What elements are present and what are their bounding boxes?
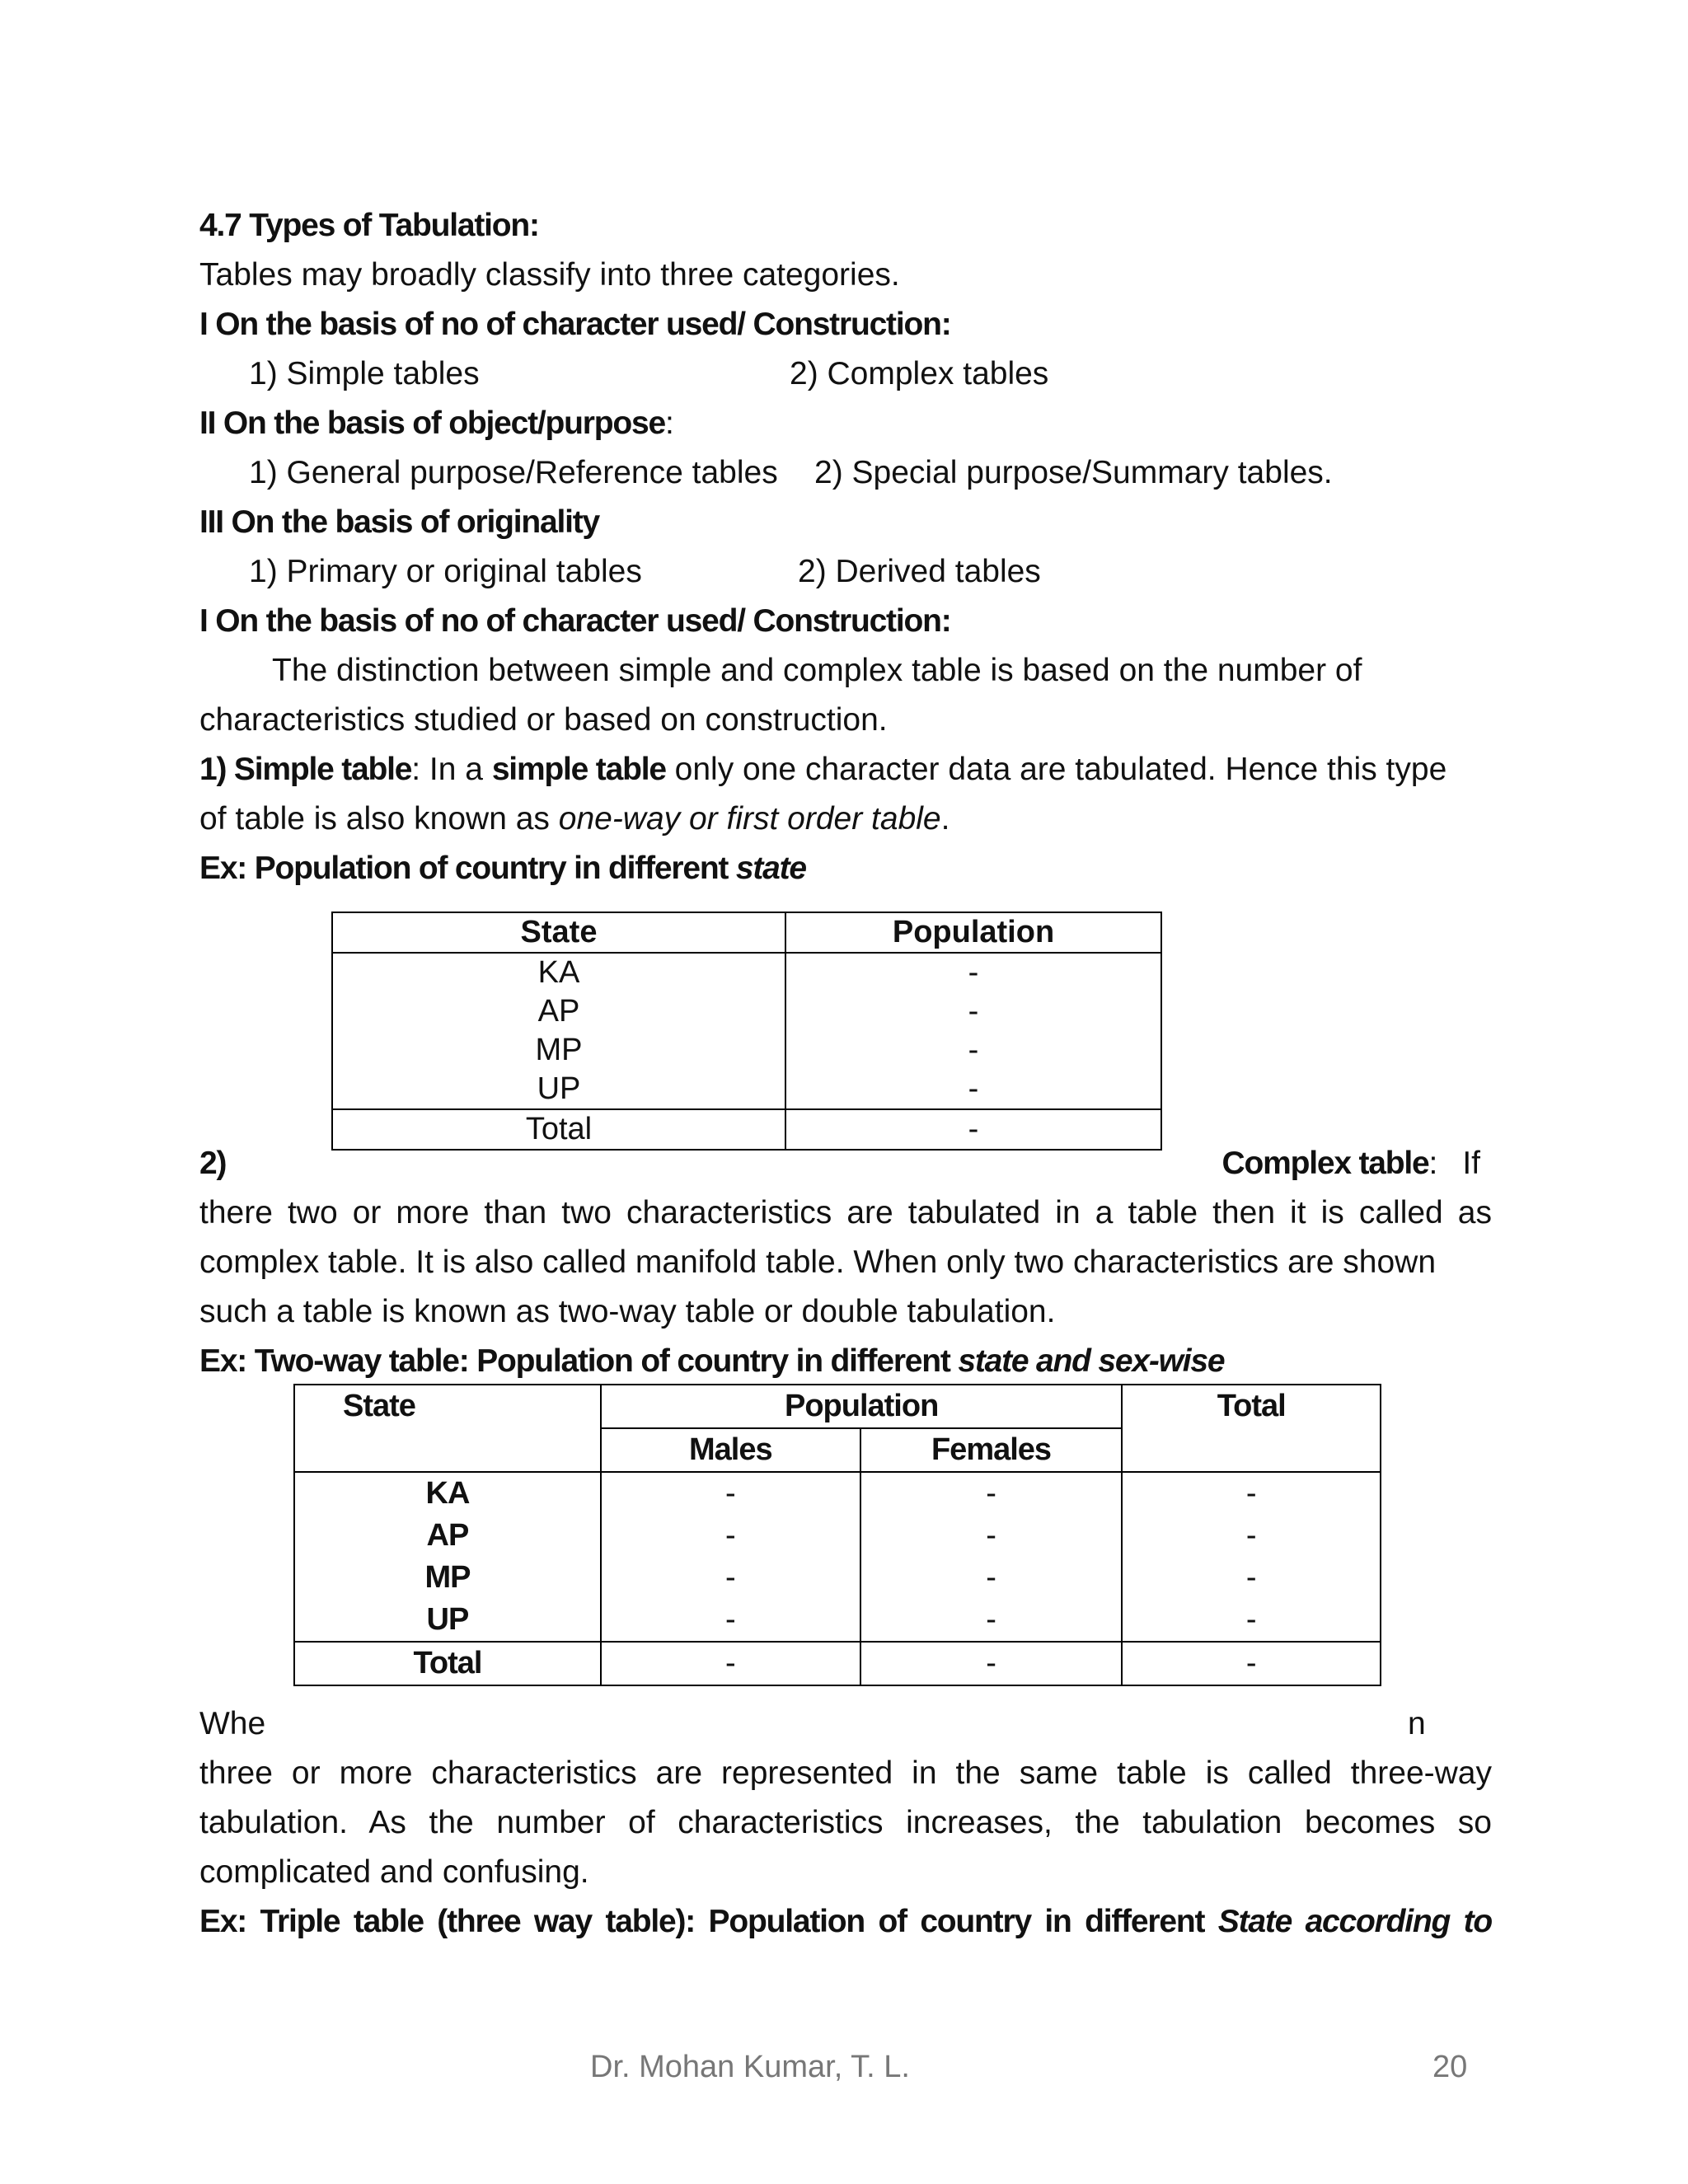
three-way-text-line-4: complicated and confusing. bbox=[199, 1854, 589, 1890]
table-cell: - bbox=[1122, 1599, 1381, 1642]
simple-table-definition-line-1: 1) Simple table: In a simple table only one character data are tabulated. Hence this type bbox=[199, 752, 1447, 787]
table-cell: Total bbox=[332, 1109, 785, 1150]
table-total-row bbox=[332, 1109, 1161, 1150]
table-header-population: Population bbox=[785, 912, 1161, 953]
table-row bbox=[294, 1472, 1381, 1515]
table-cell: - bbox=[860, 1557, 1123, 1599]
simple-population-table bbox=[331, 912, 1162, 1151]
table-cell: - bbox=[785, 953, 1161, 992]
table-cell: MP bbox=[294, 1557, 601, 1599]
intro-text: Tables may broadly classify into three categories. bbox=[199, 257, 900, 293]
footer-page-number: 20 bbox=[1432, 2050, 1468, 2084]
complex-table-label: Complex table: If bbox=[1221, 1146, 1480, 1181]
table-header-males: Males bbox=[601, 1428, 860, 1472]
table-cell: UP bbox=[332, 1070, 785, 1109]
three-way-text-word-start: Whe bbox=[199, 1706, 266, 1741]
table-cell: - bbox=[1122, 1515, 1381, 1557]
category-3-item-2: 2) Derived tables bbox=[798, 554, 1041, 589]
table-cell: KA bbox=[332, 953, 785, 992]
category-2-item-2: 2) Special purpose/Summary tables. bbox=[814, 455, 1333, 490]
table-cell: - bbox=[785, 992, 1161, 1031]
table-cell: - bbox=[601, 1557, 860, 1599]
table-cell: AP bbox=[332, 992, 785, 1031]
table-cell: - bbox=[785, 1070, 1161, 1109]
table-header-total: Total bbox=[1122, 1385, 1381, 1472]
table-cell: - bbox=[1122, 1472, 1381, 1515]
section-1-paragraph-line-1: The distinction between simple and complex table is based on the number of bbox=[272, 653, 1362, 688]
table-cell: - bbox=[1122, 1557, 1381, 1599]
category-2-item-1: 1) General purpose/Reference tables bbox=[249, 455, 778, 490]
table-cell: - bbox=[601, 1599, 860, 1642]
table-header-population: Population bbox=[601, 1385, 1122, 1428]
table-row bbox=[332, 992, 1161, 1031]
section-1-paragraph-line-2: characteristics studied or based on construction. bbox=[199, 702, 888, 738]
table-cell: MP bbox=[332, 1031, 785, 1070]
complex-table-text-line-2: there two or more than two characteristics are tabulated in a table then it is called as bbox=[199, 1195, 1492, 1230]
table-total-row bbox=[294, 1642, 1381, 1685]
table-cell: - bbox=[785, 1109, 1161, 1150]
table-header-state: State bbox=[332, 912, 785, 953]
triple-table-example-caption: Ex: Triple table (three way table): Population of country in different State according to bbox=[199, 1904, 1493, 1939]
category-3-item-1: 1) Primary or original tables bbox=[249, 554, 642, 589]
category-1-title: I On the basis of no of character used/ Construction: bbox=[199, 307, 951, 342]
category-1-item-2: 2) Complex tables bbox=[790, 356, 1049, 391]
table-row bbox=[294, 1599, 1381, 1642]
category-2-title: II On the basis of object/purpose: bbox=[199, 405, 674, 441]
three-way-text-line-3: tabulation. As the number of characteristics increases, the tabulation becomes so bbox=[199, 1805, 1492, 1840]
two-way-table-example-caption: Ex: Two-way table: Population of country in different state and sex-wise bbox=[199, 1343, 1225, 1379]
footer-author: Dr. Mohan Kumar, T. L. bbox=[590, 2050, 910, 2084]
section-1-title: I On the basis of no of character used/ Construction: bbox=[199, 603, 951, 639]
table-row bbox=[332, 1070, 1161, 1109]
complex-table-text-line-3: complex table. It is also called manifold table. When only two characteristics are shown bbox=[199, 1244, 1437, 1280]
simple-table-definition-line-2: of table is also known as one-way or first order table. bbox=[199, 801, 950, 837]
table-cell: - bbox=[860, 1515, 1123, 1557]
table-header-state: State bbox=[294, 1385, 601, 1472]
table-cell: UP bbox=[294, 1599, 601, 1642]
table-row bbox=[332, 953, 1161, 992]
simple-table-example-caption: Ex: Population of country in different state bbox=[199, 851, 806, 886]
table-cell: - bbox=[1122, 1642, 1381, 1685]
table-cell: - bbox=[601, 1515, 860, 1557]
table-cell: Total bbox=[294, 1642, 601, 1685]
table-row bbox=[294, 1557, 1381, 1599]
category-1-item-1: 1) Simple tables bbox=[249, 356, 480, 391]
table-cell: AP bbox=[294, 1515, 601, 1557]
table-cell: KA bbox=[294, 1472, 601, 1515]
table-cell: - bbox=[860, 1642, 1123, 1685]
table-row bbox=[294, 1515, 1381, 1557]
table-cell: - bbox=[601, 1472, 860, 1515]
section-heading: 4.7 Types of Tabulation: bbox=[199, 208, 539, 243]
three-way-text-word-end: n bbox=[1408, 1706, 1426, 1741]
table-cell: - bbox=[860, 1599, 1123, 1642]
table-header-females: Females bbox=[860, 1428, 1123, 1472]
complex-table-number: 2) bbox=[199, 1146, 227, 1181]
table-cell: - bbox=[601, 1642, 860, 1685]
table-cell: - bbox=[785, 1031, 1161, 1070]
two-way-population-table bbox=[293, 1384, 1381, 1686]
table-row bbox=[332, 1031, 1161, 1070]
three-way-text-line-2: three or more characteristics are represented in the same table is called three-way bbox=[199, 1755, 1492, 1791]
category-3-title: III On the basis of originality bbox=[199, 504, 600, 540]
table-cell: - bbox=[860, 1472, 1123, 1515]
complex-table-text-line-4: such a table is known as two-way table or double tabulation. bbox=[199, 1294, 1056, 1329]
